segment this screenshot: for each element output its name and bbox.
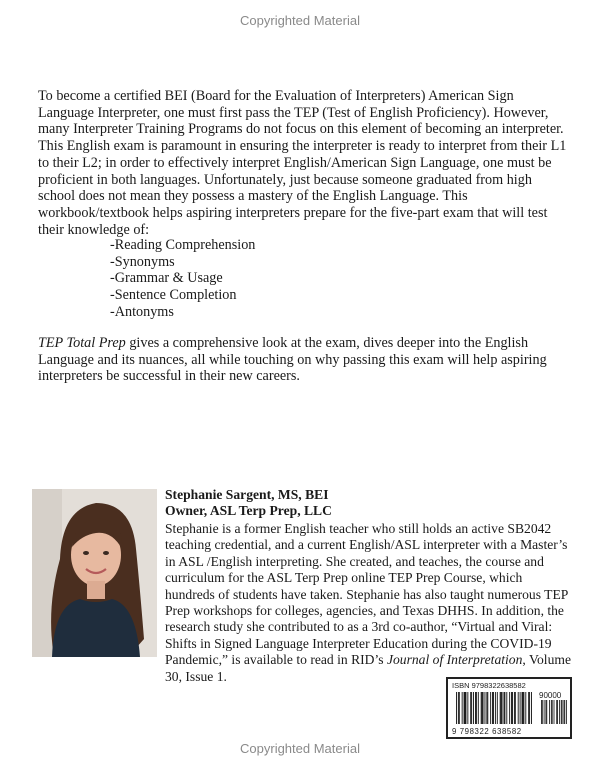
book-title: TEP Total Prep: [38, 335, 126, 351]
author-bio: [165, 521, 575, 685]
author-name: Stephanie Sargent, MS, BEI: [165, 487, 329, 502]
bio-text-end: , Volume 30, Issue 1.: [165, 652, 571, 684]
list-item: -Reading Comprehension: [110, 237, 256, 253]
list-item: -Antonyms: [110, 303, 174, 320]
price-code: 90000: [539, 691, 562, 700]
author-photo: [32, 489, 157, 657]
list-item: -Grammar & Usage: [110, 270, 223, 287]
barcode-bars: [448, 690, 570, 726]
author-role: Owner, ASL Terp Prep, LLC: [165, 503, 332, 519]
isbn-label: ISBN 9798322638582: [452, 681, 526, 690]
copyright-watermark-top: Copyrighted Material: [240, 13, 360, 28]
journal-title: Journal of Interpretation: [386, 652, 523, 668]
bio-text: Stephanie is a former English teacher who still holds an active SB2042 teaching credential, and a current English/ASL interpreter with a Master’s in ASL /English interpreting. She created, and teaches, the course and curriculum for the ASL Terp Prep online TEP Prep Course, which hundreds of students have taken. Stephanie has also taught numerous TEP Prep workshops for colleges, agencies, and Texas DHHS. In addition, the research study she contributed to as a 3rd co-author, “Virtual and Viral: Shifts in Signed Language Interpreter Education during the COVID-19 Pandemic,” is available to read in RID’s: [165, 521, 568, 668]
copyright-watermark-bottom: Copyrighted Material: [240, 741, 360, 756]
closing-text: gives a comprehensive look at the exam, dives deeper into the English Language and its nuances, all while touching on why passing this exam will help aspiring interpreters be successful in their new careers.: [38, 335, 547, 385]
intro-paragraph: To become a certified BEI (Board for the Evaluation of Interpreters) American Sign Language Interpreter, one must first pass the TEP (Test of English Proficiency). However, many Interpreter Training Programs do not focus on this element of becoming an interpreter. This English exam is paramount in ensuring the interpreter is ready to interpret from their L1 to their L2; in order to effectively interpret English/American Sign Language, one must be proficient in both languages. Unfortunately, just because someone graduated from high school does not mean they possess a mastery of the English Language. This workbook/textbook helps aspiring interpreters prepare for the five-part exam that will test their knowledge of:: [38, 88, 567, 238]
author-heading: [165, 487, 332, 520]
list-item: -Synonyms: [110, 253, 175, 270]
ean-digits: 9 798322 638582: [452, 727, 522, 736]
closing-paragraph: [38, 335, 568, 385]
list-item: -Sentence Completion: [110, 287, 237, 304]
exam-subject-list: [110, 237, 255, 321]
isbn-barcode: [446, 677, 572, 739]
